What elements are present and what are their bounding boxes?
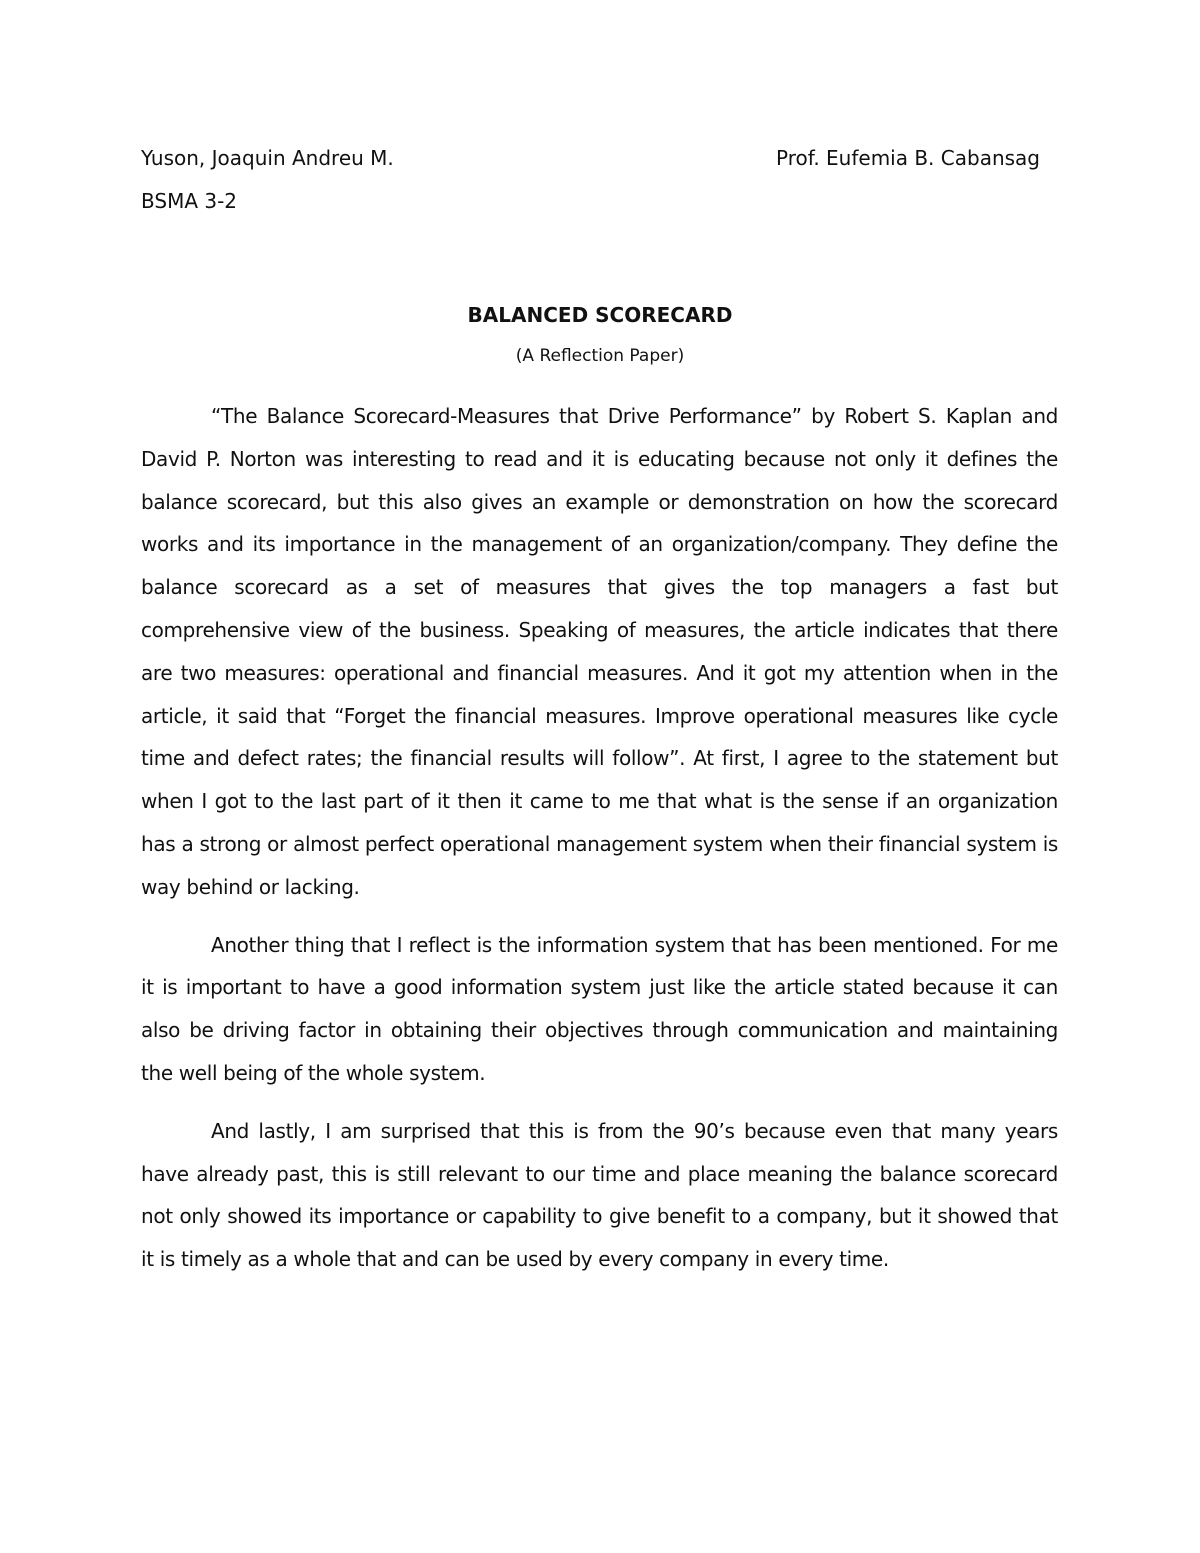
paper-subtitle: (A Reflection Paper) bbox=[515, 346, 685, 366]
paper-body bbox=[141, 395, 1058, 1281]
student-name: Yuson, Joaquin Andreu M. bbox=[141, 146, 394, 170]
body-paragraph: “The Balance Scorecard-Measures that Drive Performance” by Robert S. Kaplan and David P. Norton was interesting to read and it is educating because not only it defines the balance scorecard, but this also gives an example or demonstration on how the scorecard works and its importance in the management of an organization/company. They define the balance scorecard as a set of measures that gives the top managers a fast but comprehensive view of the business. Speaking of measures, the article indicates that there are two measures: operational and financial measures. And it got my attention when in the article, it said that “Forget the financial measures. Improve operational measures like cycle time and defect rates; the financial results will follow”. At first, I agree to the statement but when I got to the last part of it then it came to me that what is the sense if an organization has a strong or almost perfect operational management system when their financial system is way behind or lacking. bbox=[141, 404, 1058, 899]
body-paragraph: Another thing that I reflect is the information system that has been mentioned. For me it is important to have a good information system just like the article stated because it can also be driving factor in obtaining their objectives through communication and maintaining the well being of the whole system. bbox=[141, 932, 1058, 1085]
professor-name: Prof. Eufemia B. Cabansag bbox=[776, 146, 1040, 170]
body-paragraph: And lastly, I am surprised that this is from the 90’s because even that many years have already past, this is still relevant to our time and place meaning the balance scorecard not only showed its importance or capability to give benefit to a company, but it showed that it is timely as a whole that and can be used by every company in every time. bbox=[141, 1118, 1058, 1272]
paper-title: BALANCED SCORECARD bbox=[467, 303, 733, 327]
course-section: BSMA 3-2 bbox=[141, 189, 238, 213]
